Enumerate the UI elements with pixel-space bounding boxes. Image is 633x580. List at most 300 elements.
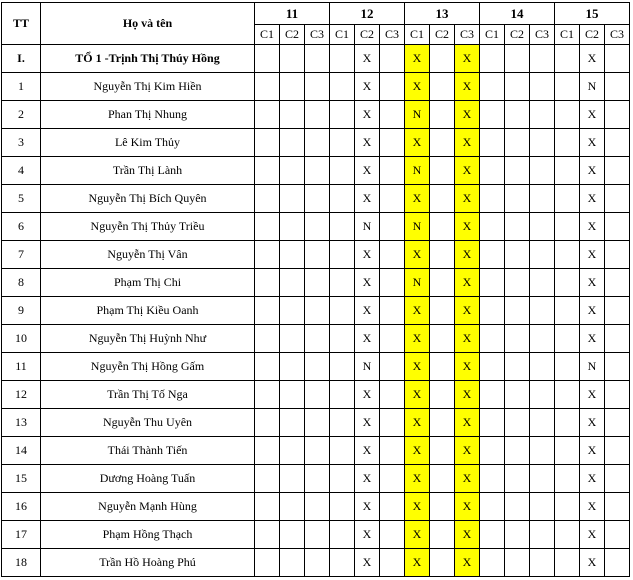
header-shift: C2 — [505, 25, 530, 45]
mark-cell — [605, 101, 630, 129]
mark-cell — [480, 45, 505, 73]
mark-cell: X — [455, 409, 480, 437]
mark-cell — [330, 213, 355, 241]
mark-cell — [505, 353, 530, 381]
mark-cell: X — [405, 409, 430, 437]
mark-cell — [605, 185, 630, 213]
mark-cell — [530, 241, 555, 269]
mark-cell — [255, 101, 280, 129]
mark-cell — [430, 297, 455, 325]
mark-cell — [530, 45, 555, 73]
mark-cell — [380, 101, 405, 129]
header-shift: C2 — [280, 25, 305, 45]
mark-cell — [605, 157, 630, 185]
mark-cell — [430, 381, 455, 409]
mark-cell: X — [580, 437, 605, 465]
header-tt: TT — [2, 3, 41, 45]
table-row — [2, 101, 630, 129]
mark-cell — [505, 437, 530, 465]
mark-cell — [280, 157, 305, 185]
mark-cell: X — [580, 409, 605, 437]
mark-cell — [555, 157, 580, 185]
mark-cell — [530, 409, 555, 437]
row-name: Dương Hoàng Tuấn — [41, 465, 255, 493]
mark-cell: X — [405, 185, 430, 213]
mark-cell: X — [580, 549, 605, 577]
mark-cell — [480, 409, 505, 437]
mark-cell: N — [580, 73, 605, 101]
header-row-days — [2, 3, 630, 25]
mark-cell — [280, 409, 305, 437]
mark-cell — [530, 73, 555, 101]
table-row — [2, 353, 630, 381]
mark-cell: X — [405, 437, 430, 465]
mark-cell — [280, 381, 305, 409]
mark-cell — [530, 157, 555, 185]
mark-cell — [430, 269, 455, 297]
mark-cell — [430, 157, 455, 185]
table-row — [2, 465, 630, 493]
mark-cell: X — [455, 213, 480, 241]
mark-cell — [480, 185, 505, 213]
header-shift: C1 — [480, 25, 505, 45]
mark-cell — [555, 521, 580, 549]
mark-cell — [380, 381, 405, 409]
mark-cell — [505, 549, 530, 577]
mark-cell — [430, 437, 455, 465]
mark-cell — [280, 325, 305, 353]
header-shift: C2 — [430, 25, 455, 45]
row-number: 14 — [2, 437, 41, 465]
mark-cell: X — [355, 409, 380, 437]
mark-cell — [555, 213, 580, 241]
mark-cell: X — [455, 521, 480, 549]
mark-cell — [255, 549, 280, 577]
mark-cell — [480, 73, 505, 101]
row-name: Phạm Thị Chi — [41, 269, 255, 297]
mark-cell: X — [580, 521, 605, 549]
mark-cell — [605, 241, 630, 269]
mark-cell: X — [355, 45, 380, 73]
mark-cell: N — [405, 101, 430, 129]
mark-cell — [280, 269, 305, 297]
mark-cell: X — [580, 297, 605, 325]
mark-cell — [505, 409, 530, 437]
mark-cell: X — [455, 297, 480, 325]
mark-cell — [305, 381, 330, 409]
row-number: 1 — [2, 73, 41, 101]
row-number: I. — [2, 45, 41, 73]
mark-cell — [605, 409, 630, 437]
row-number: 6 — [2, 213, 41, 241]
mark-cell — [380, 325, 405, 353]
row-name: Trần Thị Lành — [41, 157, 255, 185]
mark-cell — [605, 269, 630, 297]
row-name: Nguyễn Thị Huỳnh Như — [41, 325, 255, 353]
row-number: 8 — [2, 269, 41, 297]
mark-cell — [330, 409, 355, 437]
table-row — [2, 241, 630, 269]
mark-cell: X — [580, 185, 605, 213]
mark-cell — [255, 157, 280, 185]
mark-cell — [255, 213, 280, 241]
row-name: Nguyễn Thu Uyên — [41, 409, 255, 437]
mark-cell — [330, 129, 355, 157]
mark-cell — [305, 437, 330, 465]
mark-cell — [330, 101, 355, 129]
mark-cell — [605, 213, 630, 241]
mark-cell — [480, 157, 505, 185]
mark-cell — [555, 241, 580, 269]
mark-cell — [430, 185, 455, 213]
row-number: 11 — [2, 353, 41, 381]
mark-cell — [380, 241, 405, 269]
mark-cell: X — [455, 157, 480, 185]
mark-cell — [430, 493, 455, 521]
table-row — [2, 157, 630, 185]
mark-cell — [305, 129, 330, 157]
mark-cell — [480, 549, 505, 577]
mark-cell: X — [405, 493, 430, 521]
mark-cell — [480, 493, 505, 521]
mark-cell — [530, 213, 555, 241]
mark-cell — [380, 129, 405, 157]
mark-cell — [605, 45, 630, 73]
row-number: 16 — [2, 493, 41, 521]
mark-cell — [480, 297, 505, 325]
mark-cell: X — [580, 381, 605, 409]
mark-cell: X — [580, 45, 605, 73]
mark-cell: X — [405, 325, 430, 353]
mark-cell — [480, 213, 505, 241]
mark-cell — [380, 185, 405, 213]
mark-cell — [380, 437, 405, 465]
header-shift: C3 — [530, 25, 555, 45]
mark-cell: X — [405, 129, 430, 157]
row-name: Nguyễn Thị Kim Hiền — [41, 73, 255, 101]
mark-cell: X — [455, 129, 480, 157]
mark-cell: X — [455, 241, 480, 269]
mark-cell — [530, 185, 555, 213]
mark-cell: N — [355, 353, 380, 381]
mark-cell — [305, 493, 330, 521]
mark-cell — [255, 381, 280, 409]
table-row — [2, 493, 630, 521]
mark-cell: X — [580, 101, 605, 129]
mark-cell — [330, 353, 355, 381]
mark-cell — [505, 213, 530, 241]
mark-cell — [255, 73, 280, 101]
row-number: 15 — [2, 465, 41, 493]
mark-cell — [255, 465, 280, 493]
mark-cell — [305, 521, 330, 549]
mark-cell — [505, 45, 530, 73]
mark-cell: X — [455, 381, 480, 409]
mark-cell — [255, 409, 280, 437]
mark-cell — [505, 269, 530, 297]
attendance-table — [1, 2, 630, 577]
mark-cell: N — [405, 269, 430, 297]
mark-cell — [430, 73, 455, 101]
header-shift: C2 — [355, 25, 380, 45]
mark-cell — [330, 549, 355, 577]
mark-cell — [505, 73, 530, 101]
mark-cell — [280, 185, 305, 213]
mark-cell — [255, 297, 280, 325]
mark-cell — [380, 45, 405, 73]
mark-cell: X — [405, 549, 430, 577]
mark-cell — [305, 73, 330, 101]
mark-cell — [555, 381, 580, 409]
mark-cell: X — [355, 101, 380, 129]
mark-cell — [305, 241, 330, 269]
mark-cell — [605, 325, 630, 353]
mark-cell — [530, 297, 555, 325]
mark-cell — [255, 353, 280, 381]
mark-cell — [530, 493, 555, 521]
mark-cell — [555, 101, 580, 129]
mark-cell — [480, 381, 505, 409]
mark-cell — [280, 437, 305, 465]
mark-cell: X — [455, 185, 480, 213]
mark-cell — [280, 465, 305, 493]
mark-cell: X — [355, 437, 380, 465]
mark-cell — [380, 521, 405, 549]
mark-cell: X — [580, 129, 605, 157]
row-number: 13 — [2, 409, 41, 437]
table-row — [2, 129, 630, 157]
mark-cell: X — [405, 465, 430, 493]
mark-cell — [480, 129, 505, 157]
mark-cell — [555, 185, 580, 213]
mark-cell — [480, 101, 505, 129]
mark-cell: X — [355, 185, 380, 213]
header-shift: C3 — [455, 25, 480, 45]
mark-cell — [605, 549, 630, 577]
mark-cell — [530, 437, 555, 465]
mark-cell: X — [355, 73, 380, 101]
mark-cell: X — [455, 325, 480, 353]
mark-cell — [330, 493, 355, 521]
mark-cell: X — [580, 465, 605, 493]
mark-cell — [430, 549, 455, 577]
mark-cell — [505, 129, 530, 157]
mark-cell — [330, 437, 355, 465]
table-row — [2, 185, 630, 213]
mark-cell: N — [405, 157, 430, 185]
mark-cell — [430, 409, 455, 437]
row-name: Nguyễn Thị Vân — [41, 241, 255, 269]
mark-cell — [380, 157, 405, 185]
mark-cell: X — [355, 549, 380, 577]
mark-cell: X — [355, 493, 380, 521]
mark-cell: X — [355, 521, 380, 549]
mark-cell — [380, 409, 405, 437]
mark-cell: X — [455, 73, 480, 101]
row-name: Nguyễn Thị Bích Quyên — [41, 185, 255, 213]
mark-cell — [605, 493, 630, 521]
mark-cell — [530, 549, 555, 577]
row-number: 10 — [2, 325, 41, 353]
mark-cell — [480, 269, 505, 297]
mark-cell — [255, 493, 280, 521]
mark-cell: X — [455, 493, 480, 521]
mark-cell — [530, 269, 555, 297]
mark-cell: X — [455, 45, 480, 73]
mark-cell — [480, 465, 505, 493]
row-name: Thái Thành Tiến — [41, 437, 255, 465]
table-body — [2, 45, 630, 577]
table-row — [2, 381, 630, 409]
mark-cell: N — [405, 213, 430, 241]
mark-cell — [280, 241, 305, 269]
mark-cell — [305, 409, 330, 437]
mark-cell — [555, 465, 580, 493]
row-name: Phạm Hồng Thạch — [41, 521, 255, 549]
table-row — [2, 73, 630, 101]
mark-cell — [380, 73, 405, 101]
mark-cell — [605, 129, 630, 157]
mark-cell — [530, 353, 555, 381]
row-name: Nguyễn Thị Thủy Triều — [41, 213, 255, 241]
header-shift: C3 — [605, 25, 630, 45]
row-number: 2 — [2, 101, 41, 129]
mark-cell: X — [405, 521, 430, 549]
row-name: Nguyễn Mạnh Hùng — [41, 493, 255, 521]
mark-cell: X — [355, 381, 380, 409]
mark-cell: X — [580, 157, 605, 185]
mark-cell: X — [355, 241, 380, 269]
mark-cell — [430, 129, 455, 157]
mark-cell — [330, 381, 355, 409]
mark-cell — [330, 241, 355, 269]
mark-cell — [380, 297, 405, 325]
row-name: TỔ 1 -Trịnh Thị Thúy Hồng — [41, 45, 255, 73]
header-shift: C1 — [555, 25, 580, 45]
row-number: 18 — [2, 549, 41, 577]
mark-cell — [305, 185, 330, 213]
mark-cell: X — [580, 493, 605, 521]
mark-cell — [605, 73, 630, 101]
mark-cell — [430, 521, 455, 549]
mark-cell — [380, 213, 405, 241]
mark-cell: X — [355, 465, 380, 493]
row-number: 7 — [2, 241, 41, 269]
mark-cell — [555, 269, 580, 297]
row-name: Lê Kim Thủy — [41, 129, 255, 157]
mark-cell: X — [405, 73, 430, 101]
mark-cell — [330, 45, 355, 73]
mark-cell — [605, 297, 630, 325]
mark-cell — [330, 73, 355, 101]
row-number: 17 — [2, 521, 41, 549]
mark-cell — [555, 493, 580, 521]
mark-cell: X — [355, 157, 380, 185]
mark-cell — [430, 213, 455, 241]
mark-cell — [330, 185, 355, 213]
mark-cell: X — [455, 353, 480, 381]
row-number: 9 — [2, 297, 41, 325]
mark-cell — [505, 381, 530, 409]
mark-cell — [505, 493, 530, 521]
mark-cell — [330, 325, 355, 353]
mark-cell — [305, 45, 330, 73]
mark-cell — [280, 73, 305, 101]
mark-cell — [305, 353, 330, 381]
mark-cell — [255, 45, 280, 73]
row-name: Nguyễn Thị Hồng Gấm — [41, 353, 255, 381]
mark-cell — [530, 465, 555, 493]
mark-cell — [555, 297, 580, 325]
mark-cell — [255, 437, 280, 465]
mark-cell — [530, 129, 555, 157]
mark-cell: X — [455, 465, 480, 493]
mark-cell — [280, 521, 305, 549]
mark-cell — [555, 73, 580, 101]
mark-cell: X — [455, 101, 480, 129]
mark-cell — [605, 465, 630, 493]
row-number: 5 — [2, 185, 41, 213]
mark-cell — [380, 269, 405, 297]
row-number: 3 — [2, 129, 41, 157]
mark-cell — [305, 325, 330, 353]
mark-cell: X — [405, 45, 430, 73]
mark-cell: X — [355, 325, 380, 353]
mark-cell — [280, 101, 305, 129]
mark-cell — [530, 381, 555, 409]
mark-cell: N — [580, 353, 605, 381]
mark-cell — [380, 549, 405, 577]
mark-cell — [555, 409, 580, 437]
mark-cell — [305, 465, 330, 493]
table-row — [2, 325, 630, 353]
mark-cell — [505, 157, 530, 185]
row-number: 12 — [2, 381, 41, 409]
mark-cell — [330, 465, 355, 493]
mark-cell — [330, 269, 355, 297]
mark-cell — [605, 381, 630, 409]
mark-cell — [255, 269, 280, 297]
mark-cell: X — [455, 437, 480, 465]
mark-cell — [480, 325, 505, 353]
mark-cell — [305, 157, 330, 185]
group-row — [2, 45, 630, 73]
mark-cell — [255, 325, 280, 353]
table-row — [2, 269, 630, 297]
mark-cell — [480, 353, 505, 381]
header-day: 13 — [405, 3, 480, 25]
mark-cell — [430, 101, 455, 129]
mark-cell: N — [355, 213, 380, 241]
mark-cell — [480, 241, 505, 269]
mark-cell — [330, 521, 355, 549]
table-row — [2, 549, 630, 577]
table-row — [2, 213, 630, 241]
mark-cell — [505, 101, 530, 129]
mark-cell — [555, 437, 580, 465]
mark-cell — [505, 521, 530, 549]
table-row — [2, 297, 630, 325]
mark-cell — [255, 129, 280, 157]
mark-cell — [305, 101, 330, 129]
mark-cell — [305, 297, 330, 325]
mark-cell — [480, 521, 505, 549]
mark-cell — [505, 325, 530, 353]
mark-cell — [530, 101, 555, 129]
mark-cell: X — [355, 129, 380, 157]
mark-cell — [255, 185, 280, 213]
header-shift: C1 — [330, 25, 355, 45]
